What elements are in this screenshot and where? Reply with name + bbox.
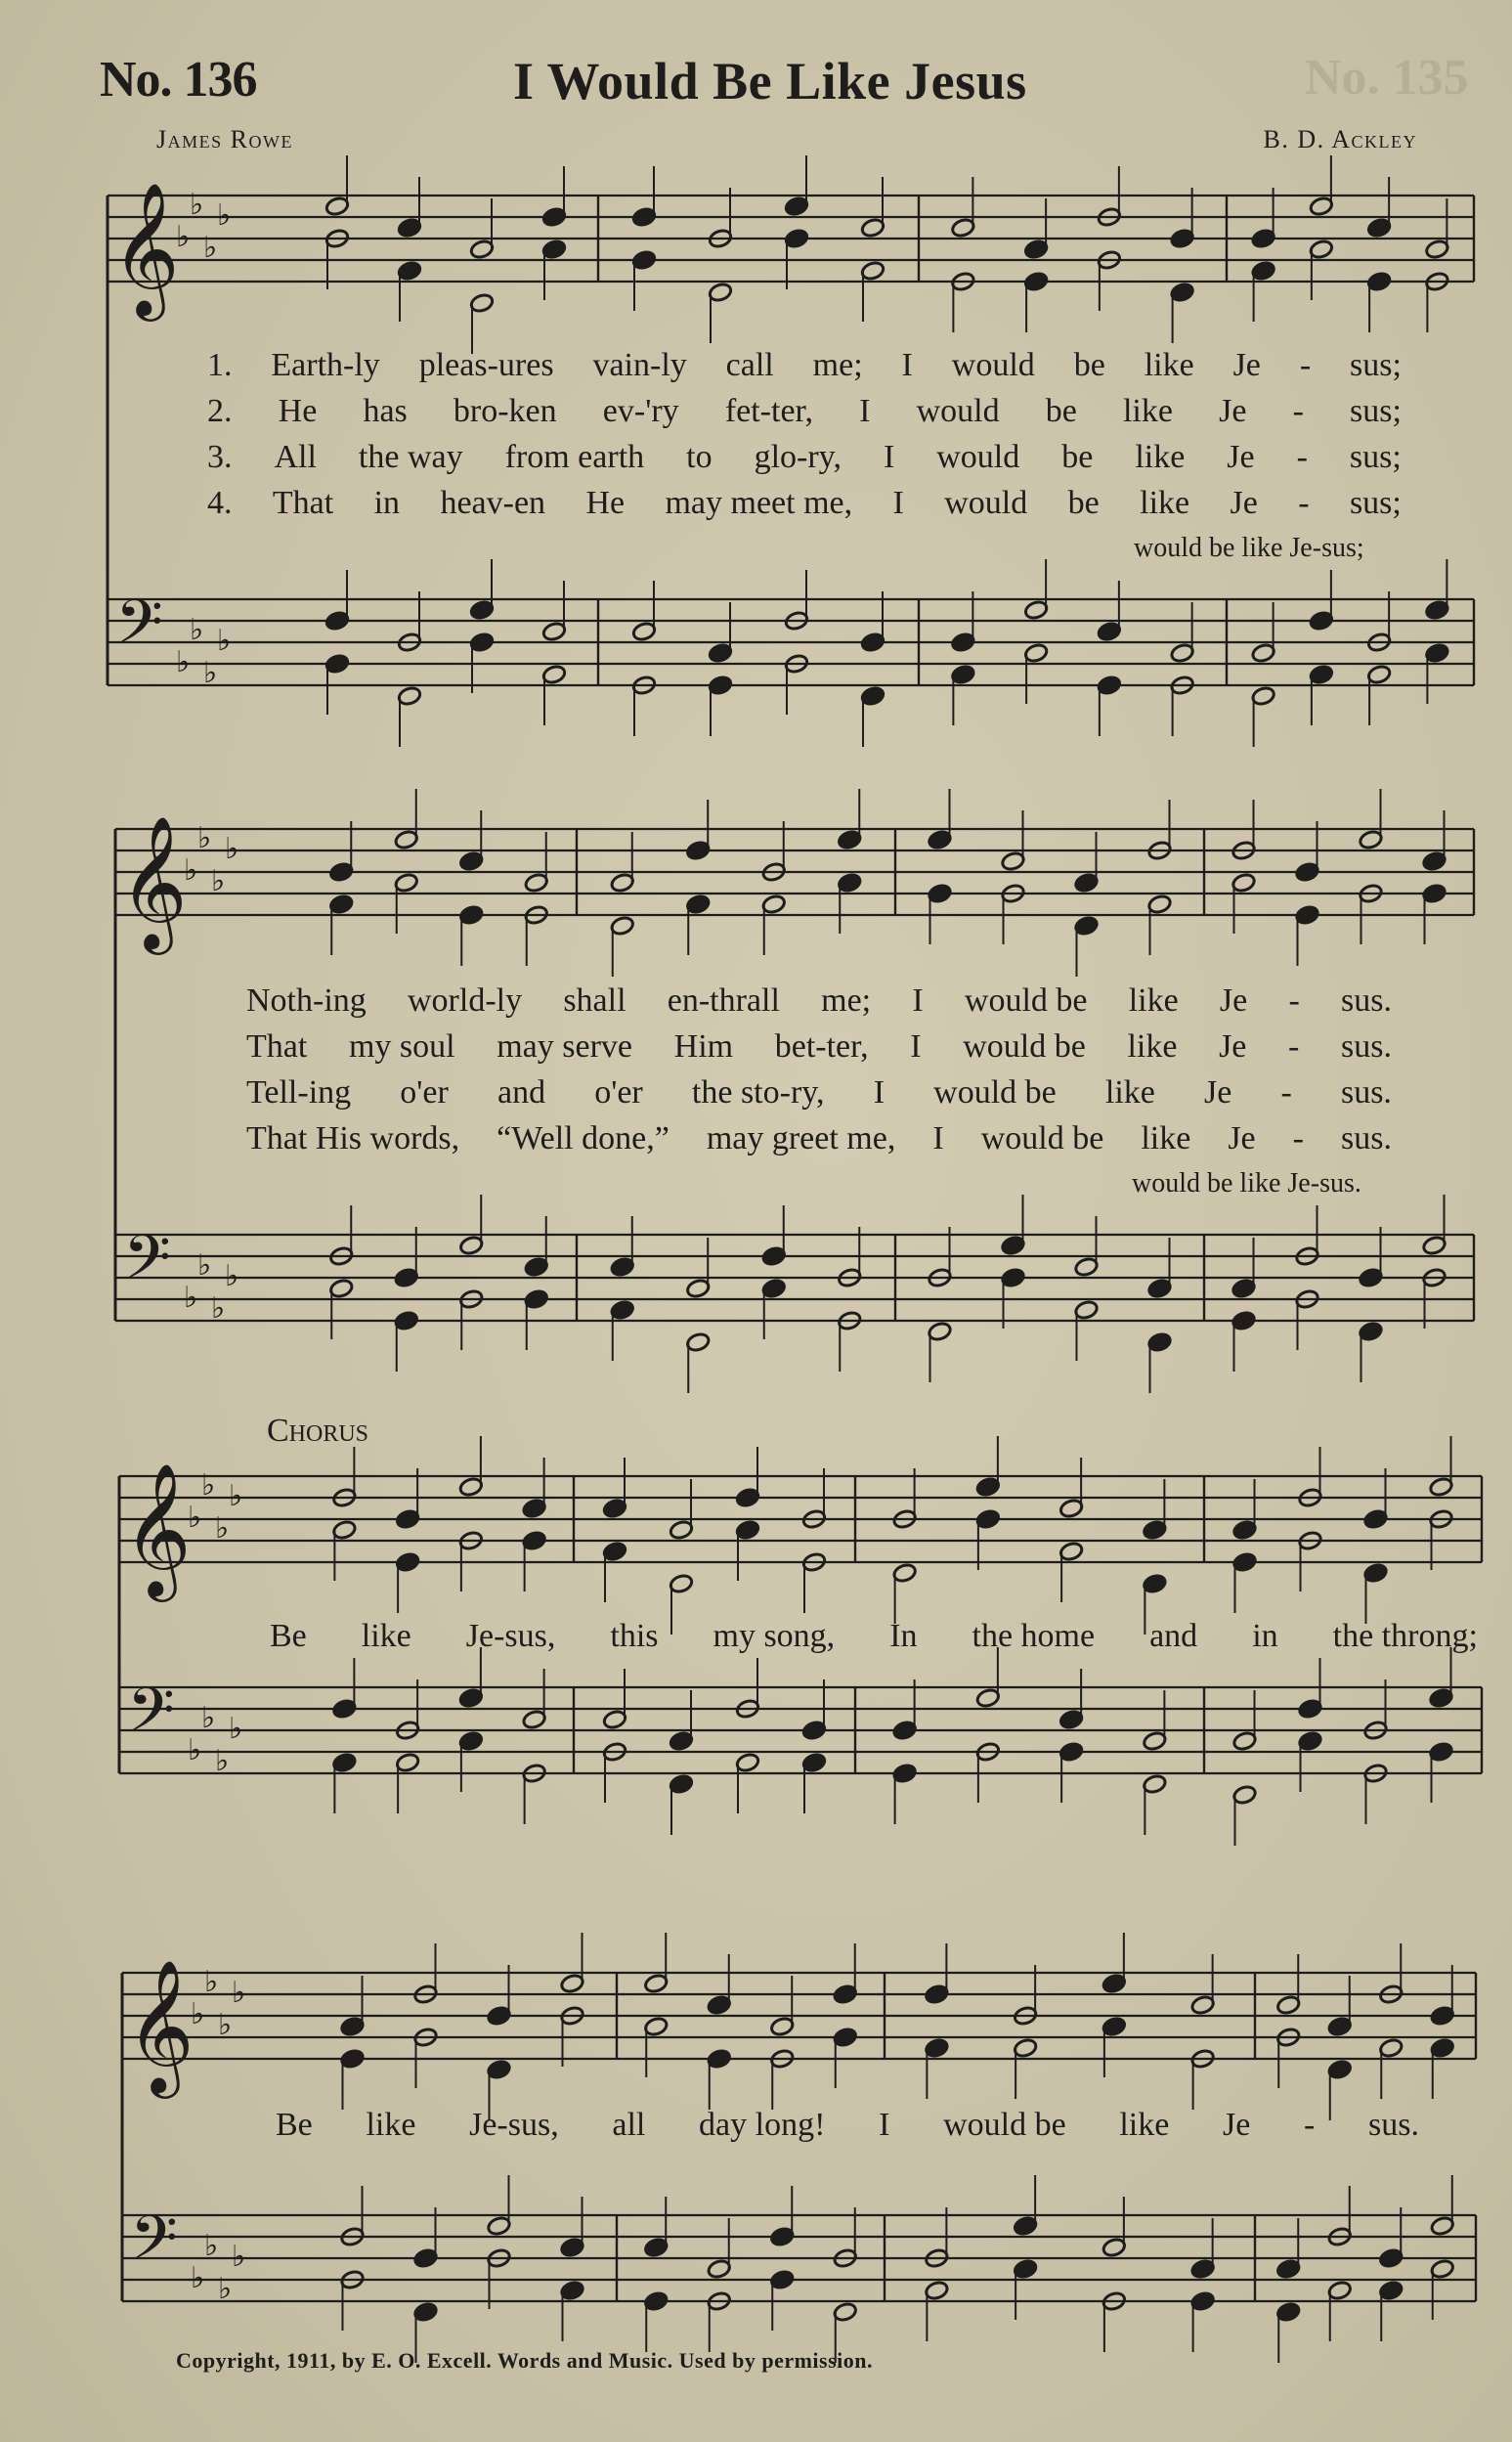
lyric-syllable: be [1073, 347, 1105, 383]
flat-sign: ♭ [215, 1744, 230, 1778]
lyric-syllable: Be [270, 1618, 307, 1654]
lyric-syllable: - [1296, 439, 1308, 475]
flat-sign: ♭ [203, 231, 218, 265]
bass-clef-icon: 𝄢 [127, 1674, 175, 1762]
lyric-syllable: be [1045, 393, 1077, 429]
flat-sign: ♭ [201, 1468, 216, 1503]
lyric-syllable: vain-ly [592, 347, 687, 383]
lyric-syllable: sus; [1350, 347, 1402, 383]
lyric-syllable: my soul [348, 1028, 455, 1065]
lyric-syllable: bet-ter, [774, 1028, 869, 1065]
flat-sign: ♭ [211, 864, 226, 898]
lyric-syllable: o'er [400, 1074, 449, 1111]
bass-clef-icon: 𝄢 [130, 2202, 178, 2289]
lyric-syllable: I [883, 439, 895, 475]
lyric-syllable: That His words, [246, 1120, 460, 1156]
flat-sign: ♭ [197, 1248, 212, 1283]
lyric-syllable: may serve [497, 1028, 632, 1065]
lyric-syllable: like [366, 2107, 416, 2143]
lyric-syllable: All [274, 439, 317, 475]
lyric-syllable: in [373, 485, 401, 521]
verse-line-1 [207, 347, 1402, 384]
lyric-syllable: pleas-ures [418, 347, 554, 383]
flat-sign: ♭ [184, 853, 198, 888]
lyric-syllable: I [932, 1120, 944, 1156]
lyric-syllable: fet-ter, [724, 393, 813, 429]
lyric-syllable: sus. [1368, 2107, 1419, 2143]
lyric-syllable: like [1128, 982, 1179, 1019]
bleed-through-text: No. 135 [1305, 50, 1469, 106]
lyric-syllable: sus; [1350, 393, 1402, 429]
flat-sign: ♭ [190, 613, 204, 647]
lyric-syllable: would [916, 393, 1000, 429]
lyric-syllable: 1. [207, 347, 233, 383]
lyric-syllable: Je-sus, [469, 2107, 559, 2143]
lyric-syllable: may meet me, [665, 485, 853, 521]
lyric-syllable: I [859, 393, 871, 429]
lyric-syllable: - [1304, 2107, 1316, 2143]
lyricist: James Rowe [156, 125, 293, 153]
lyric-syllable: - [1288, 1028, 1300, 1065]
chorus-lyric-row [270, 1618, 1478, 1655]
lyric-syllable: me; [821, 982, 872, 1019]
lyric-syllable: like [361, 1618, 411, 1654]
lyric-syllable: the sto-ry, [691, 1074, 825, 1111]
lyric-syllable: - [1280, 1074, 1292, 1111]
lyric-syllable: 4. [207, 485, 233, 521]
lyric-syllable: I [873, 1074, 886, 1111]
lyric-syllable: like [1104, 1074, 1155, 1111]
lyric-syllable: I [910, 1028, 922, 1065]
verse-line-2 [246, 1028, 1392, 1066]
lyric-syllable: and [1149, 1618, 1198, 1654]
lyric-syllable: like [1144, 347, 1194, 383]
flat-sign: ♭ [204, 2229, 219, 2263]
flat-sign: ♭ [218, 2008, 233, 2042]
lyric-syllable: me; [812, 347, 863, 383]
lyric-syllable: like [1140, 485, 1190, 521]
lyric-syllable: “Well done,” [497, 1120, 670, 1156]
lyric-syllable: be [1067, 485, 1100, 521]
lyric-syllable: - [1299, 347, 1312, 383]
flat-sign: ♭ [191, 1997, 205, 2031]
flat-sign: ♭ [190, 188, 204, 222]
treble-clef-icon: 𝄞 [119, 813, 188, 949]
lyric-syllable: sus. [1340, 1074, 1392, 1111]
lyric-syllable: That [272, 485, 334, 521]
flat-sign: ♭ [176, 220, 191, 254]
flat-sign: ♭ [184, 1281, 198, 1315]
lyric-syllable: He [585, 485, 626, 521]
lyric-syllable: - [1298, 485, 1310, 521]
lyric-syllable: from earth [504, 439, 645, 475]
lyric-syllable: 2. [207, 393, 233, 429]
lyric-syllable: this [610, 1618, 659, 1654]
lyric-syllable: sus. [1341, 982, 1392, 1019]
flat-sign: ♭ [229, 1479, 243, 1513]
flat-sign: ♭ [217, 624, 232, 658]
lyric-syllable: Je [1230, 485, 1258, 521]
lyric-syllable: I [912, 982, 924, 1019]
lyric-syllable: my song, [713, 1618, 836, 1654]
verse-line-3 [207, 439, 1402, 476]
flat-sign: ♭ [232, 2240, 246, 2274]
lyric-syllable: Je [1204, 1074, 1232, 1111]
lyric-syllable: I [901, 347, 913, 383]
hymn-number: No. 136 [100, 52, 257, 108]
lyric-syllable: would be [933, 1074, 1057, 1111]
flat-sign: ♭ [225, 832, 239, 866]
flat-sign: ♭ [225, 1259, 239, 1293]
lyric-syllable: Tell-ing [246, 1074, 352, 1111]
lyric-syllable: Je [1232, 347, 1261, 383]
flat-sign: ♭ [204, 1965, 219, 1999]
lyric-syllable: like [1119, 2107, 1170, 2143]
lyric-syllable: Je [1219, 1028, 1247, 1065]
lyric-syllable: like [1122, 393, 1173, 429]
lyric-syllable: Je [1219, 982, 1248, 1019]
flat-sign: ♭ [217, 198, 232, 233]
bass-clef-icon: 𝄢 [115, 586, 163, 674]
verse-line-4 [246, 1120, 1392, 1157]
lyric-syllable: Je [1227, 439, 1255, 475]
lyric-syllable: I [879, 2107, 890, 2143]
flat-sign: ♭ [188, 1501, 202, 1535]
flat-sign: ♭ [218, 2272, 233, 2306]
lyric-syllable: Je [1219, 393, 1247, 429]
alto-cue-1: would be like Je-sus; [1134, 533, 1364, 563]
verse-line-1 [246, 982, 1392, 1020]
lyric-syllable: would be [964, 982, 1088, 1019]
lyric-syllable: would be [980, 1120, 1104, 1156]
lyric-syllable: has [363, 393, 408, 429]
treble-clef-icon: 𝄞 [126, 1957, 194, 2093]
lyric-syllable: the throng; [1332, 1618, 1478, 1654]
flat-sign: ♭ [197, 821, 212, 855]
lyric-syllable: Him [673, 1028, 734, 1065]
lyric-syllable: That [246, 1028, 308, 1065]
chorus-label: Chorus [267, 1413, 369, 1449]
verse-line-3 [246, 1074, 1392, 1112]
lyric-syllable: He [278, 393, 318, 429]
lyric-syllable: like [1141, 1120, 1191, 1156]
lyric-syllable: Je-sus, [465, 1618, 556, 1654]
lyric-syllable: all [612, 2107, 646, 2143]
flat-sign: ♭ [188, 1733, 202, 1767]
lyric-syllable: 3. [207, 439, 233, 475]
lyric-syllable: glo-ry, [754, 439, 842, 475]
lyric-syllable: sus; [1349, 439, 1402, 475]
lyric-syllable: may greet me, [706, 1120, 896, 1156]
lyric-syllable: Earth-ly [271, 347, 380, 383]
bass-clef-icon: 𝄢 [123, 1221, 171, 1309]
flat-sign: ♭ [203, 656, 218, 690]
lyric-syllable: call [725, 347, 774, 383]
lyric-syllable: like [1127, 1028, 1178, 1065]
lyric-syllable: I [892, 485, 904, 521]
lyric-syllable: the way [358, 439, 463, 475]
lyric-syllable: world-ly [408, 982, 523, 1019]
lyric-syllable: sus; [1349, 485, 1402, 521]
lyric-syllable: would [951, 347, 1035, 383]
flat-sign: ♭ [191, 2261, 205, 2295]
lyric-syllable: Be [276, 2107, 313, 2143]
hymn-title: I Would Be Like Jesus [513, 52, 1027, 110]
flat-sign: ♭ [215, 1511, 230, 1546]
lyric-syllable: in [1252, 1618, 1278, 1654]
copyright-notice: Copyright, 1911, by E. O. Excell. Words and Music. Used by permission. [176, 2348, 874, 2373]
flat-sign: ♭ [176, 645, 191, 679]
lyric-syllable: would [936, 439, 1020, 475]
lyric-syllable: ev-'ry [602, 393, 679, 429]
flat-sign: ♭ [229, 1712, 243, 1746]
lyric-syllable: day long! [699, 2107, 826, 2143]
lyric-syllable: - [1292, 1120, 1304, 1156]
chorus-lyric-row [276, 2107, 1419, 2144]
lyric-syllable: - [1292, 393, 1304, 429]
composer: B. D. Ackley [1263, 125, 1417, 153]
verse-line-4 [207, 485, 1402, 522]
lyric-syllable: and [497, 1074, 546, 1111]
lyric-syllable: sus. [1341, 1120, 1392, 1156]
lyric-syllable: would be [963, 1028, 1086, 1065]
lyric-syllable: be [1061, 439, 1094, 475]
treble-clef-icon: 𝄞 [111, 180, 180, 316]
lyric-syllable: Je [1228, 1120, 1256, 1156]
treble-clef-icon: 𝄞 [123, 1461, 192, 1596]
flat-sign: ♭ [232, 1976, 246, 2010]
flat-sign: ♭ [201, 1701, 216, 1735]
lyric-syllable: sus. [1341, 1028, 1392, 1065]
lyric-syllable: heav-en [440, 485, 546, 521]
lyric-syllable: like [1135, 439, 1186, 475]
lyric-syllable: en-thrall [667, 982, 780, 1019]
lyric-syllable: to [686, 439, 713, 475]
lyric-syllable: the home [972, 1618, 1096, 1654]
verse-line-2 [207, 393, 1402, 430]
lyric-syllable: bro-ken [453, 393, 557, 429]
lyric-syllable: In [889, 1618, 918, 1654]
lyric-syllable: would be [943, 2107, 1066, 2143]
lyric-syllable: Noth-ing [246, 982, 367, 1019]
lyric-syllable: o'er [594, 1074, 643, 1111]
flat-sign: ♭ [211, 1291, 226, 1326]
alto-cue-2: would be like Je-sus. [1132, 1168, 1361, 1199]
lyric-syllable: shall [563, 982, 626, 1019]
lyric-syllable: Je [1223, 2107, 1251, 2143]
lyric-syllable: would [944, 485, 1028, 521]
lyric-syllable: - [1288, 982, 1300, 1019]
